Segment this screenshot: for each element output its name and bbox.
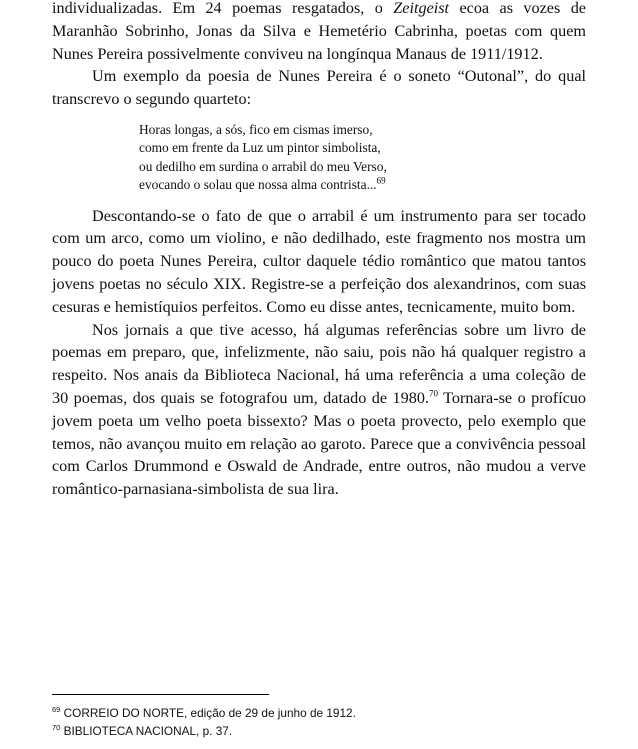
footnote-text: BIBLIOTECA NACIONAL, p. 37. (60, 724, 233, 738)
paragraph-3: Descontando-se o fato de que o arrabil é um instrumento para ser tocado com um arco, como um violino, e não dedilhado, este fragmento nos mostra um pouco do poeta Nunes Pereira, cultor daquele tédio romântico que matou tantos jovens poetas no século XIX. Registre-se a perfeição dos alexandrinos, com suas cesuras e hemistíquios perfeitos. Como eu disse antes, tecnicamente, muito bom. (52, 206, 586, 316)
paragraph-2: Um exemplo da poesia de Nunes Pereira é o soneto “Outonal”, do qual transcrevo o segundo quarteto: (52, 67, 586, 109)
quote-line-text: evocando o solau que nossa alma contrista... (139, 177, 377, 193)
p1-emphasis: Zeitgeist (393, 0, 450, 17)
quote-line: ou dedilho em surdina o arrabil do meu Verso, (139, 158, 387, 174)
footnote-number: 69 (52, 705, 61, 715)
footnote-ref-70[interactable]: 70 (428, 388, 438, 399)
p4-text-a: Nos jornais a que tive acesso, há algumas referências sobre um livro de poemas em preparo, que, infelizmente, não saiu, pois não há qualquer registro a respeito. Nos anais da Biblioteca Nacional, há uma referência a uma coleção de 30 poemas, dos quais se fotografou um, datado de 1980. (52, 320, 586, 407)
p1-text-a: individualizadas. Em 24 poemas resgatados, o (52, 0, 394, 17)
footnote-69 (52, 704, 586, 722)
quote-line: Horas longas, a sós, fico em cismas imerso, (139, 121, 373, 137)
p1-text-b: ecoa as vozes de (449, 0, 586, 17)
document-page (52, 0, 586, 501)
footnotes (52, 694, 586, 740)
p4-text-b: Tornara-se o profícuo jovem poeta um velho poeta bissexto? Mas o poeta provecto, pelo exemplo que temos, não avançou muito em relação ao garoto. Parece que a convivência pessoal com Carlos Drummond e Oswald de Andrade, entre outros, não mudou a verve romântico-parnasiana-simbolista de sua lira. (52, 388, 586, 499)
quote-line: como em frente da Luz um pintor simbolista, (139, 140, 381, 156)
paragraph-4 (52, 319, 586, 501)
footnote-text: CORREIO DO NORTE, edição de 29 de junho de 1912. (60, 706, 356, 720)
footnote-divider (52, 694, 269, 695)
poem-quote (139, 121, 586, 195)
quote-line-last (139, 176, 586, 194)
footnote-number: 70 (52, 723, 61, 733)
footnote-70 (52, 722, 586, 740)
p1-text-rest: Maranhão Sobrinho, Jonas da Silva e Hemetério Cabrinha, poetas com quem Nunes Pereira possivelmente conviveu na longínqua Manaus de 1911/1912. (52, 21, 586, 63)
footnote-ref-69[interactable]: 69 (376, 175, 386, 186)
paragraph-1 (52, 0, 586, 65)
